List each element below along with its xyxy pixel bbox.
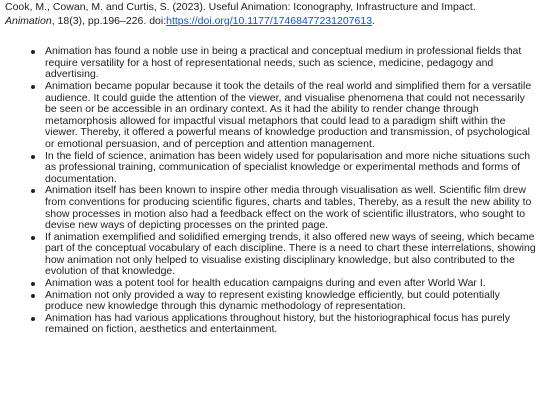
document-body	[5, 1, 538, 336]
citation-volume-pages: , 18(3), pp.196–226. doi:	[51, 14, 167, 27]
citation	[5, 1, 538, 28]
list-item	[5, 46, 538, 81]
citation-authors-title: Cook, M., Cowan, M. and Curtis, S. (2023). Useful Animation: Iconography, Infrastructure and Impact.	[5, 1, 476, 13]
list-item	[5, 290, 538, 313]
list-item-text: Animation became popular because it took the details of the real world and simplified them for a versatile audience. It could guide the attention of the viewer, and visualise phenomena that could not necessarily be seen or be accessible in an ordinary context. As it had the ability to render change through metamorphosis allowed for impactful visual metaphors that could lead to a paradigm shift within the viewer. Thereby, it offered a powerful means of knowledge production and transmission, of psychological or emotional persuasion, and of perception and attention management.	[45, 79, 532, 150]
bullet-dot-icon	[31, 189, 35, 193]
bullet-dot-icon	[31, 317, 35, 321]
bullet-dot-icon	[31, 236, 35, 240]
bullet-dot-icon	[31, 50, 35, 54]
list-item-text: In the field of science, animation has been widely used for popularisation and more niche situations such as professional training, communication of specialist knowledge or experimental methods and forms of documentation.	[45, 149, 531, 185]
list-item	[5, 185, 538, 231]
citation-journal: Animation	[5, 14, 52, 27]
list-item	[5, 151, 538, 186]
list-item-text: Animation itself has been known to inspire other media through visualisation as well. Scientific film drew from conventions for producing scientific figures, charts and tables, Thereby, as a result the new ability to show processes in motion also had a feedback effect on the work of scientific illustrators, who sought to devise new ways of depicting processes on the printed page.	[45, 184, 532, 232]
bullet-dot-icon	[31, 294, 35, 298]
citation-end: .	[372, 14, 375, 27]
list-item-text: Animation was a potent tool for health education campaigns during and even after World War I.	[45, 277, 486, 290]
list-item	[5, 313, 538, 336]
list-item	[5, 232, 538, 278]
doi-link[interactable]: https://doi.org/10.1177/17468477231207613	[166, 14, 373, 27]
list-item-text: If animation exemplified and solidified emerging trends, it also offered new ways of seeing, which became part of the conceptual vocabulary of each discipline. There is a need to chart these interrelations, showing how animation not only helped to visualise existing disciplinary knowledge, but also contributed to the evolution of that knowledge.	[45, 230, 536, 278]
list-item-text: Animation not only provided a way to represent existing knowledge efficiently, but could potentially produce new knowledge through this dynamic methodology of representation.	[45, 288, 500, 313]
bullet-dot-icon	[31, 155, 35, 159]
bullet-dot-icon	[31, 85, 35, 89]
bullet-list	[5, 46, 538, 336]
bullet-dot-icon	[31, 282, 35, 286]
list-item-text: Animation has had various applications throughout history, but the historiographical focus has purely remained on fiction, aesthetics and entertainment.	[45, 311, 510, 336]
list-item	[5, 81, 538, 151]
list-item-text: Animation has found a noble use in being a practical and conceptual medium in professional fields that require versatility for a host of representational needs, such as science, medicine, pedagogy and advertising.	[45, 45, 522, 81]
